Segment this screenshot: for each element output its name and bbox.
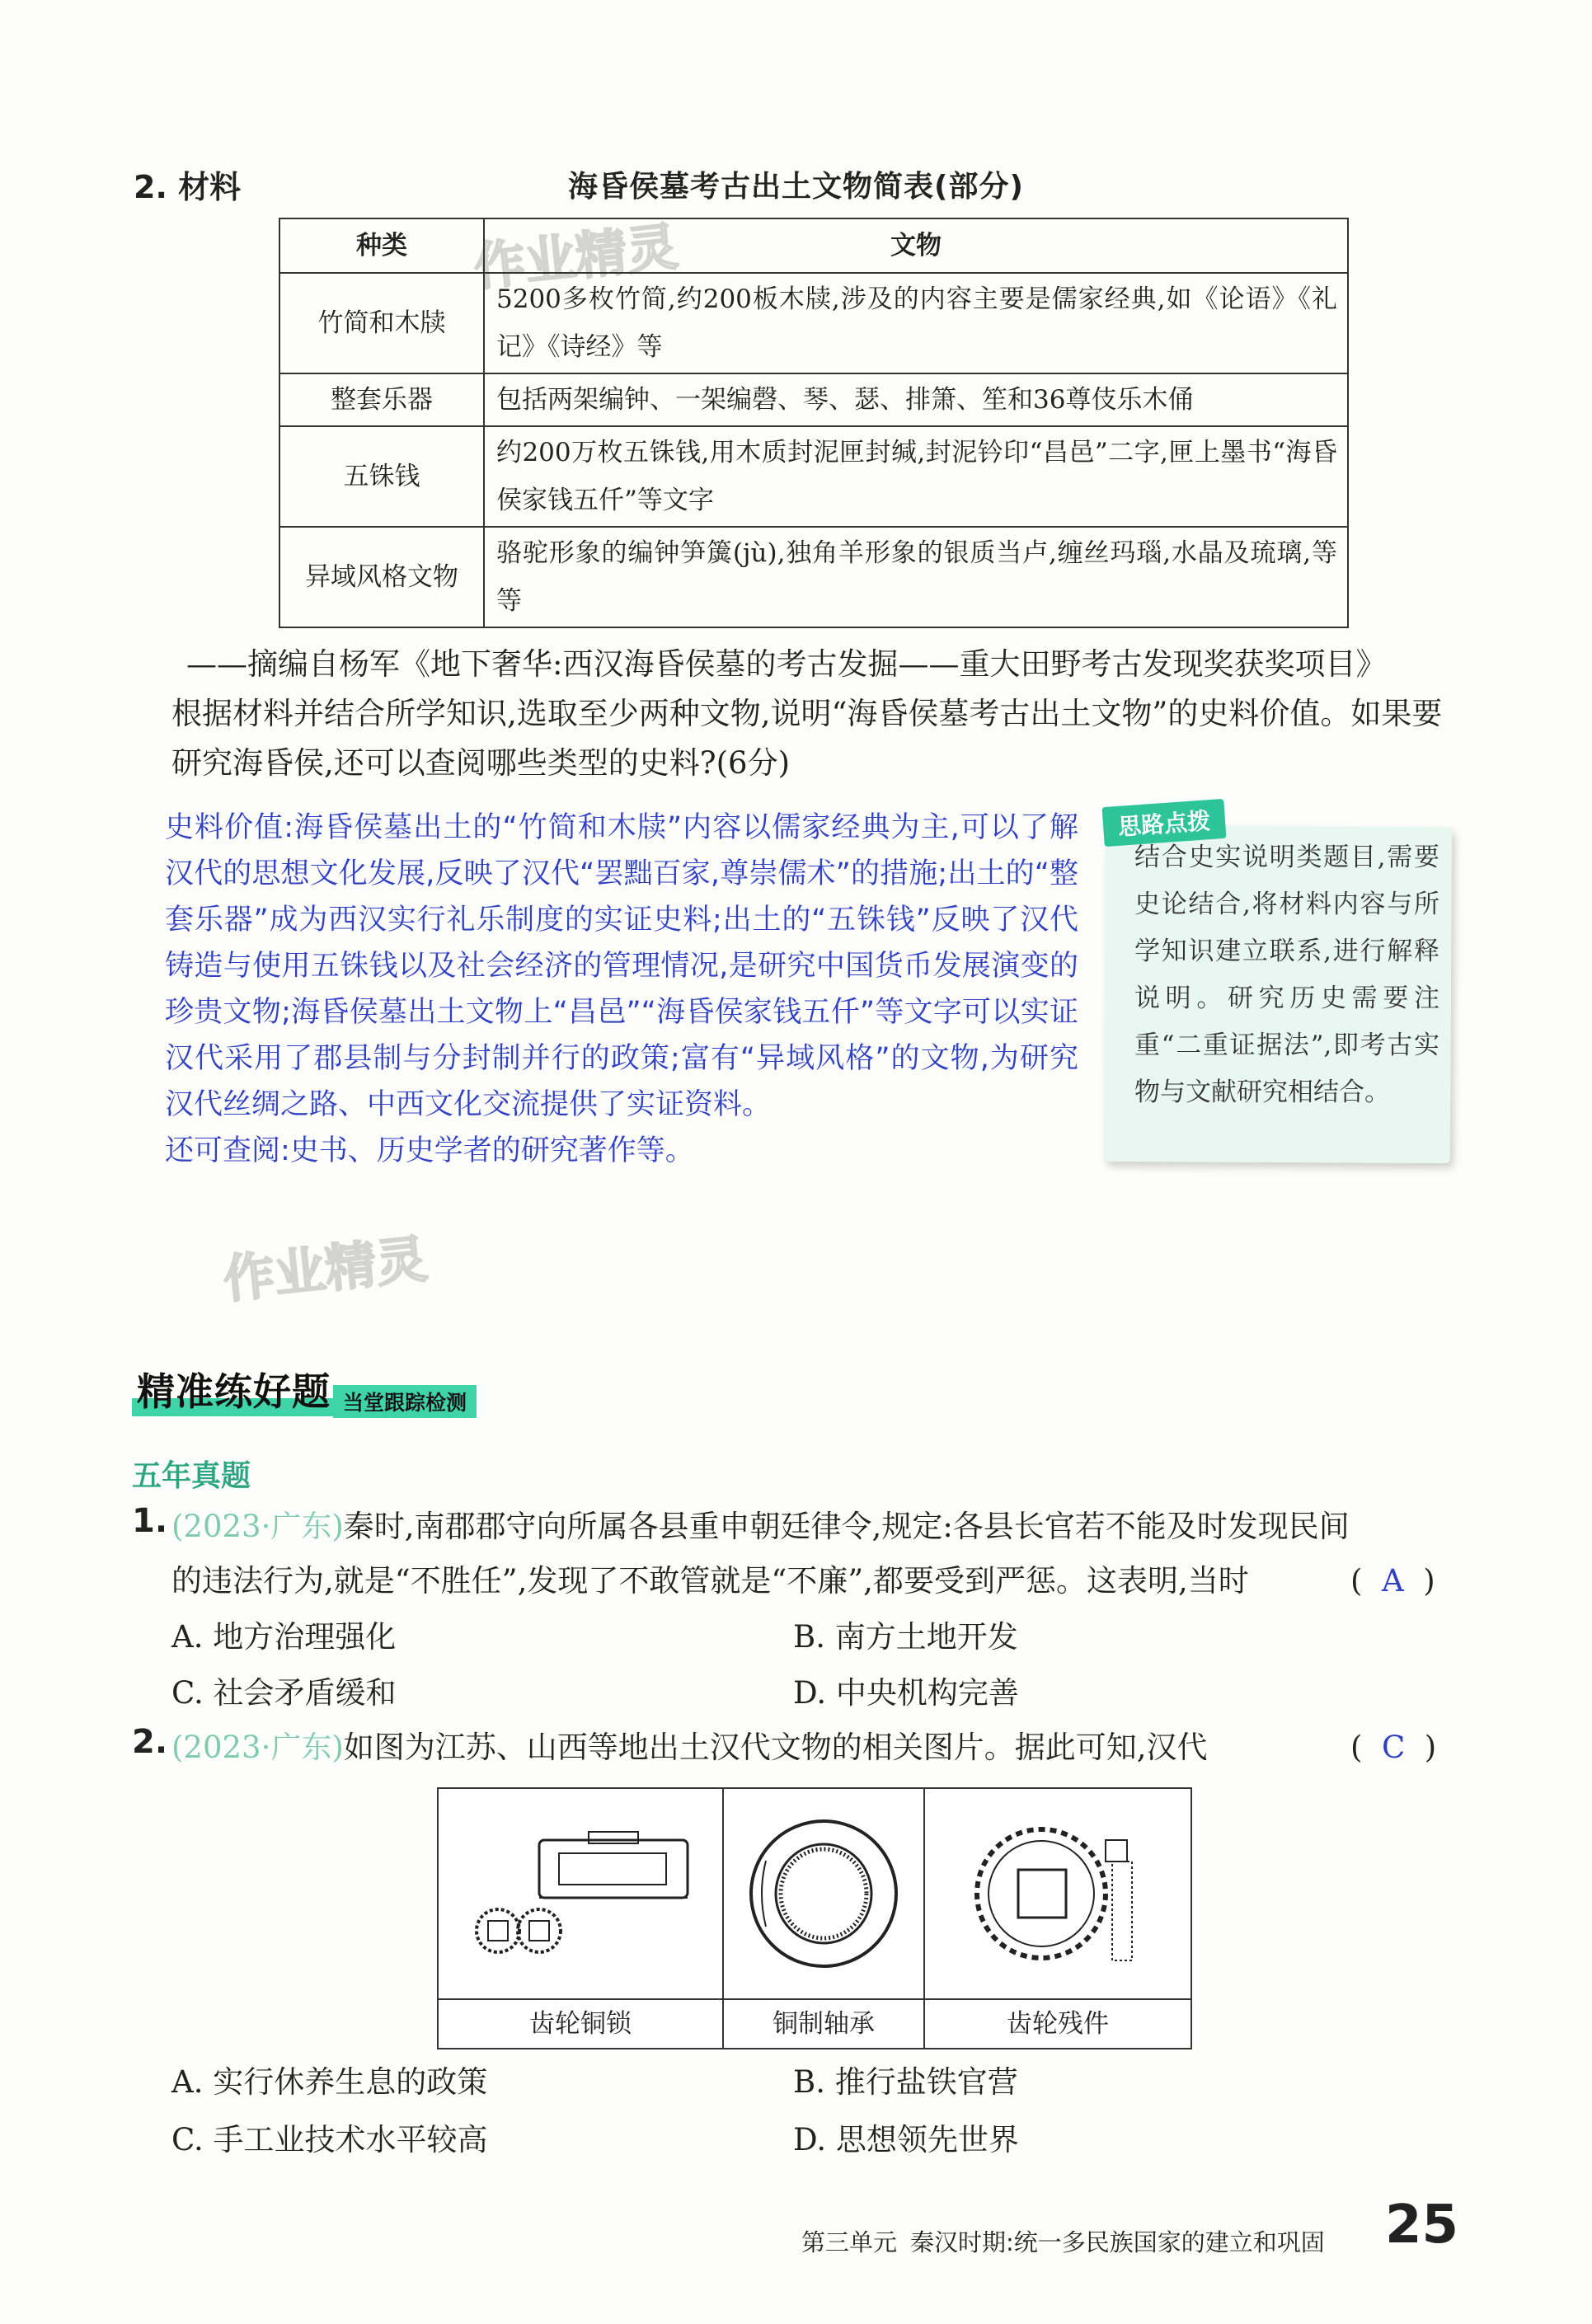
row-items: 骆驼形象的编钟笋簴(jù),独角羊形象的银质当卢,缠丝玛瑙,水晶及琉璃,等等 — [484, 527, 1348, 627]
row-items: 约200万枚五铢钱,用木质封泥匣封缄,封泥钤印“昌邑”二字,匣上墨书“海昏侯家钱五仟”等文字 — [484, 426, 1348, 527]
mc1-answer-paren: ( A ) — [1350, 1563, 1435, 1599]
caption-gear-fragment: 齿轮残件 — [1007, 2009, 1109, 2039]
table-header-row — [279, 218, 1348, 273]
caption-bearing: 铜制轴承 — [773, 2009, 875, 2039]
header-items: 文物 — [484, 218, 1348, 273]
mc1-source: (2023·广东) — [171, 1509, 344, 1544]
caption-gear-lock: 齿轮铜锁 — [529, 2009, 632, 2039]
table-row — [279, 273, 1348, 373]
mc2-source: (2023·广东) — [171, 1730, 344, 1765]
artifact-figure — [437, 1787, 1192, 2049]
mc2-option-c[interactable]: C. 手工业技术水平较高 — [171, 2122, 488, 2157]
section-subheading: 五年真题 — [132, 1459, 251, 1493]
watermark: 作业精灵 — [471, 216, 681, 298]
mc1-stem-line1 — [171, 1502, 1350, 1552]
hint-tag: 思路点拨 — [1102, 799, 1227, 847]
row-category: 竹简和木牍 — [279, 273, 484, 373]
mc1-option-c[interactable]: C. 社会矛盾缓和 — [171, 1675, 397, 1711]
mc1-stem-line2: 的违法行为,就是“不胜任”,发现了不敢管就是“不廉”,都要受到严惩。这表明,当时 — [171, 1563, 1249, 1599]
answer-extra: 还可查阅:史书、历史学者的研究著作等。 — [165, 1134, 694, 1167]
page-number: 25 — [1385, 2195, 1459, 2256]
row-category: 异域风格文物 — [279, 527, 484, 627]
mc2-stem — [171, 1723, 1208, 1772]
mc2-stem-text: 如图为江苏、山西等地出土汉代文物的相关图片。据此可知,汉代 — [343, 1730, 1208, 1765]
table-row — [279, 426, 1348, 527]
table-row — [279, 527, 1348, 627]
figure-panel-bearing — [724, 1789, 925, 2048]
mc1-stem-text: 秦时,南郡郡守向所属各县重申朝廷律令,规定:各县长官若不能及时发现民间 — [343, 1509, 1350, 1544]
gear-fragment-illustration — [925, 1789, 1190, 2000]
hint-text: 结合史实说明类题目,需要史论结合,将材料内容与所学知识建立联系,进行解释说明。研究历史需要注重“二重证据法”,即考古实物与文献研究相结合。 — [1134, 843, 1439, 1107]
question-2-number: 2. — [134, 169, 167, 205]
relics-table — [279, 218, 1349, 628]
question-text: 根据材料并结合所学知识,选取至少两种文物,说明“海昏侯墓考古出土文物”的史料价值。如果要研究海昏侯,还可以查阅哪些类型的史料?(6分) — [171, 696, 1443, 781]
mc2-option-a[interactable]: A. 实行休养生息的政策 — [171, 2064, 488, 2100]
mc1-option-b[interactable]: B. 南方土地开发 — [793, 1619, 1018, 1655]
mc1-answer: A — [1381, 1563, 1404, 1599]
row-category: 整套乐器 — [279, 373, 484, 426]
watermark: 作业精灵 — [220, 1228, 430, 1310]
mc2-number: 2. — [132, 1723, 168, 1761]
figure-panel-gear-fragment — [925, 1789, 1190, 2048]
row-items: 包括两架编钟、一架编磬、琴、瑟、排箫、笙和36尊伎乐木俑 — [484, 373, 1348, 426]
mc1-number: 1. — [132, 1502, 168, 1540]
gear-lock-illustration — [439, 1789, 722, 2000]
row-items: 5200多枚竹简,约200板木牍,涉及的内容主要是儒家经典,如《论语》《礼记》《诗经》等 — [484, 273, 1348, 373]
section-subtitle: 当堂跟踪检测 — [333, 1385, 477, 1418]
row-category: 五铢钱 — [279, 426, 484, 527]
mc2-option-b[interactable]: B. 推行盐铁官营 — [793, 2064, 1018, 2100]
material-source: ——摘编自杨军《地下奢华:西汉海昏侯墓的考古发掘——重大田野考古发现奖获奖项目》 — [186, 646, 1387, 682]
mc1-option-d[interactable]: D. 中央机构完善 — [793, 1675, 1019, 1711]
figure-panel-gear-lock — [439, 1789, 724, 2048]
table-row — [279, 373, 1348, 426]
header-category: 种类 — [279, 218, 484, 273]
answer-text: 史料价值:海昏侯墓出土的“竹简和木牍”内容以儒家经典为主,可以了解汉代的思想文化发展,反映了汉代“罢黜百家,尊崇儒术”的措施;出土的“整套乐器”成为西汉实行礼乐制度的实证史料;出土的“五铢钱”反映了汉代铸造与使用五铢钱以及社会经济的管理情况,是研究中国货币发展演变的珍贵文物;海昏侯墓出土文物上“昌邑”“海昏侯家钱五仟”等文字可以实证汉代采用了郡县制与分封制并行的政策;富有“异域风格”的文物,为研究汉代丝绸之路、中西文化交流提供了实证资料。 — [165, 811, 1078, 1121]
mc2-answer-paren: ( C ) — [1350, 1730, 1437, 1765]
footer-title: 秦汉时期:统一多民族国家的建立和巩固 — [910, 2228, 1325, 2256]
mc2-option-d[interactable]: D. 思想领先世界 — [793, 2122, 1019, 2157]
footer-unit: 第三单元 — [801, 2228, 898, 2256]
section-title: 精准练好题 — [132, 1362, 336, 1416]
material-label: 材料 — [178, 169, 242, 205]
mc2-answer: C — [1381, 1730, 1406, 1765]
table-title: 海昏侯墓考古出土文物简表(部分) — [568, 170, 1024, 204]
bronze-bearing-illustration — [724, 1789, 923, 2000]
mc1-option-a[interactable]: A. 地方治理强化 — [171, 1619, 397, 1655]
answer-block — [165, 805, 1078, 1174]
